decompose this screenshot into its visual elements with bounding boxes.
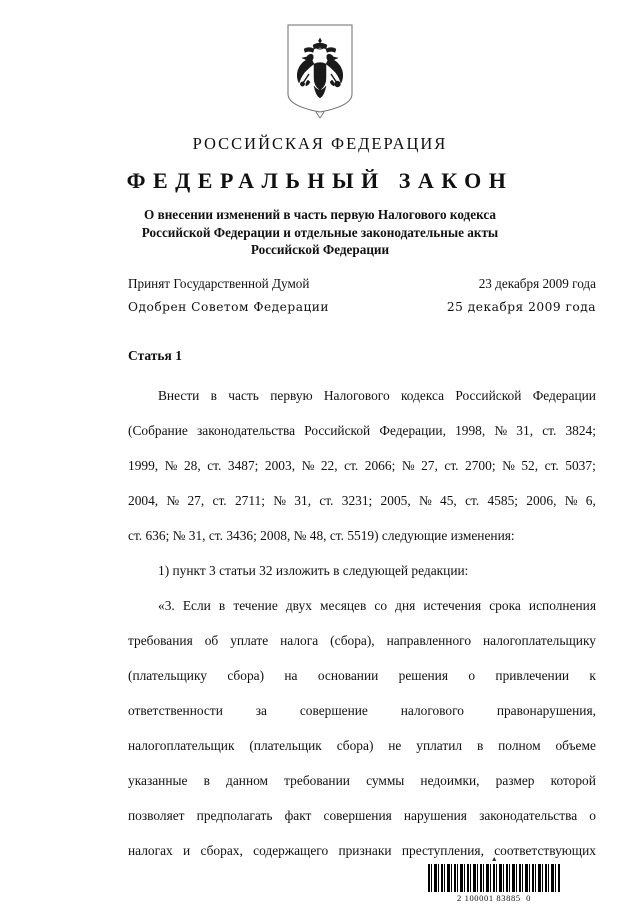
body-word: 27, (421, 458, 438, 473)
body-line (128, 658, 596, 693)
body-line (128, 623, 596, 658)
body-word: не (388, 738, 402, 753)
body-word: которой (550, 773, 596, 788)
body-word: исполнения (528, 598, 596, 613)
body-word: ст. (319, 493, 334, 508)
body-word: налогах (128, 843, 173, 858)
adoption-row-council (128, 300, 596, 324)
body-word: к (589, 668, 596, 683)
body-word: со (374, 598, 388, 613)
title-federal-law: ФЕДЕРАЛЬНЫЙ ЗАКОН (126, 167, 514, 193)
body-word: 52, (521, 458, 539, 473)
body-word: указанные (128, 773, 188, 788)
body-word: 28, (183, 458, 201, 473)
body-word: (плательщик (249, 738, 322, 753)
body-word: 2004, (128, 493, 159, 508)
body-word: в (203, 773, 210, 788)
barcode-area (424, 856, 564, 903)
body-word: № (301, 458, 315, 473)
body-word: (плательщику (128, 668, 207, 683)
body-line (128, 798, 596, 833)
body-word: налогового (400, 703, 464, 718)
body-word: 45, (440, 493, 457, 508)
body-line (128, 378, 596, 413)
body-word: налога (280, 633, 319, 648)
body-word: 5037; (565, 458, 596, 473)
body-word: ст. (444, 458, 459, 473)
body-word: 2006, (526, 493, 557, 508)
barcode-digits: 2 100001 83885 0 (457, 893, 531, 903)
body-word: совершение (299, 703, 368, 718)
body-word: Российской (304, 423, 371, 438)
body-word: об (204, 633, 219, 648)
adoption-label-duma: Принят Государственной Думой (128, 276, 310, 291)
body-word: сбора) (227, 668, 265, 683)
body-word: налогоплательщику (482, 633, 596, 648)
body-word: № (164, 458, 178, 473)
body-word: № (502, 458, 515, 473)
body-word: законодательства (196, 423, 296, 438)
body-word: требования (128, 633, 193, 648)
body-word: о (589, 808, 596, 823)
body-word: № (166, 493, 180, 508)
body-line (128, 763, 596, 798)
body-word: Федерации (532, 388, 596, 403)
body-word: суммы (366, 773, 405, 788)
article-heading: Статья 1 (128, 348, 182, 363)
body-word: 2700; (465, 458, 496, 473)
body-line (128, 728, 596, 763)
document-subtitle (128, 206, 512, 259)
body-word: № (494, 423, 508, 438)
body-word: Если (182, 598, 211, 613)
body-word: 31, (516, 423, 534, 438)
barcode-bars (428, 864, 560, 892)
body-word: 31, (294, 493, 312, 508)
body-word: истечения (423, 598, 482, 613)
body-word: ответственности (128, 703, 223, 718)
body-word: факт (284, 808, 312, 823)
body-word: первую (270, 388, 313, 403)
body-word: (сбора), (330, 633, 375, 648)
body-word: 3231; (341, 493, 373, 508)
body-word: № (564, 493, 578, 508)
title-country: РОССИЙСКАЯ ФЕДЕРАЦИЯ (192, 134, 448, 153)
body-word: уплате (230, 633, 269, 648)
body-word: уплатил (416, 738, 463, 753)
subtitle-line-3: Российской Федерации (250, 242, 390, 257)
body-word: «3. (158, 598, 175, 613)
adoption-row-duma (128, 276, 596, 300)
body-line (128, 483, 596, 518)
body-word: 4585; (487, 493, 518, 508)
body-word: ст. (465, 493, 480, 508)
body-word: 2003, (264, 458, 296, 473)
body-word: недоимки, (420, 773, 480, 788)
body-word: данном (226, 773, 269, 788)
body-line (128, 693, 596, 728)
body-word: направленного (386, 633, 472, 648)
body-word: предполагать (196, 808, 273, 823)
body-word: Внести (158, 388, 200, 403)
body-word: преступления, (401, 843, 484, 858)
coat-of-arms-icon (281, 24, 359, 119)
body-word: в (218, 598, 226, 613)
body-word: решения (398, 668, 449, 683)
body-word: признаки (338, 843, 392, 858)
adoption-date-duma: 23 декабря 2009 года (478, 276, 596, 291)
body-word: 3487; (227, 458, 259, 473)
body-word: привлечении (495, 668, 570, 683)
body-word: 1999, (128, 458, 159, 473)
body-word: налогоплательщик (128, 738, 235, 753)
body-word: 22, (320, 458, 338, 473)
body-word: содержащего (253, 843, 329, 858)
body-word: 27, (187, 493, 205, 508)
body-line (128, 588, 596, 623)
body-word: 6, (585, 493, 596, 508)
body-word: 3824; (565, 423, 596, 438)
body-word: ст. (542, 423, 557, 438)
body-word: течение (233, 598, 278, 613)
document-body (128, 378, 596, 868)
body-word: законодательства (479, 808, 578, 823)
emblem-container (0, 24, 640, 119)
adoption-date-council: 25 декабря 2009 года (446, 300, 596, 314)
body-word: № (273, 493, 287, 508)
document-titles (0, 134, 640, 194)
body-word: соответствующих (494, 843, 596, 858)
subtitle-line-1: О внесении изменений в часть первую Налогового кодекса (144, 207, 496, 222)
body-word: сбора) (336, 738, 374, 753)
body-line: ст. 636; № 31, ст. 3436; 2008, № 48, ст. 5519) следующие изменения: (128, 528, 515, 543)
body-word: о (468, 668, 476, 683)
body-word: основании (317, 668, 379, 683)
body-word: размер (495, 773, 535, 788)
body-word: правонарушения, (496, 703, 596, 718)
body-word: объеме (555, 738, 596, 753)
body-word: ст. (212, 493, 227, 508)
body-word: 1998, (455, 423, 486, 438)
body-word: двух (285, 598, 312, 613)
body-word: совершения (323, 808, 392, 823)
body-word: полном (498, 738, 541, 753)
adoption-block (128, 276, 596, 324)
body-word: 2711; (234, 493, 265, 508)
body-word: ст. (344, 458, 359, 473)
body-word: срока (489, 598, 521, 613)
body-word: месяцев (320, 598, 367, 613)
body-word: позволяет (128, 808, 185, 823)
body-word: часть (228, 388, 259, 403)
adoption-label-council: Одобрен Советом Федерации (128, 300, 330, 314)
body-word: в (476, 738, 484, 753)
body-word: требовании (284, 773, 350, 788)
body-line: 1) пункт 3 статьи 32 изложить в следующей редакции: (158, 563, 469, 578)
body-line (128, 448, 596, 483)
body-word: в (210, 388, 217, 403)
subtitle-line-2: Российской Федерации и отдельные законодательные акты (141, 224, 499, 240)
body-word: кодекса (400, 388, 445, 403)
body-word: Федерации, (379, 423, 446, 438)
body-word: № (401, 458, 415, 473)
body-word: нарушения (403, 808, 467, 823)
body-word: № (418, 493, 432, 508)
body-word: за (255, 703, 267, 718)
body-line (128, 413, 596, 448)
body-word: ст. (207, 458, 222, 473)
body-word: сборах, (200, 843, 243, 858)
barcode-mark-icon: ▲ (490, 856, 498, 863)
body-word: и (183, 843, 191, 858)
body-word: на (284, 668, 298, 683)
body-word: ст. (544, 458, 559, 473)
body-word: (Собрание (128, 423, 188, 438)
body-word: 2066; (364, 458, 396, 473)
body-word: Налогового (323, 388, 390, 403)
body-word: Российской (455, 388, 522, 403)
body-word: дня (395, 598, 416, 613)
body-word: 2005, (380, 493, 411, 508)
